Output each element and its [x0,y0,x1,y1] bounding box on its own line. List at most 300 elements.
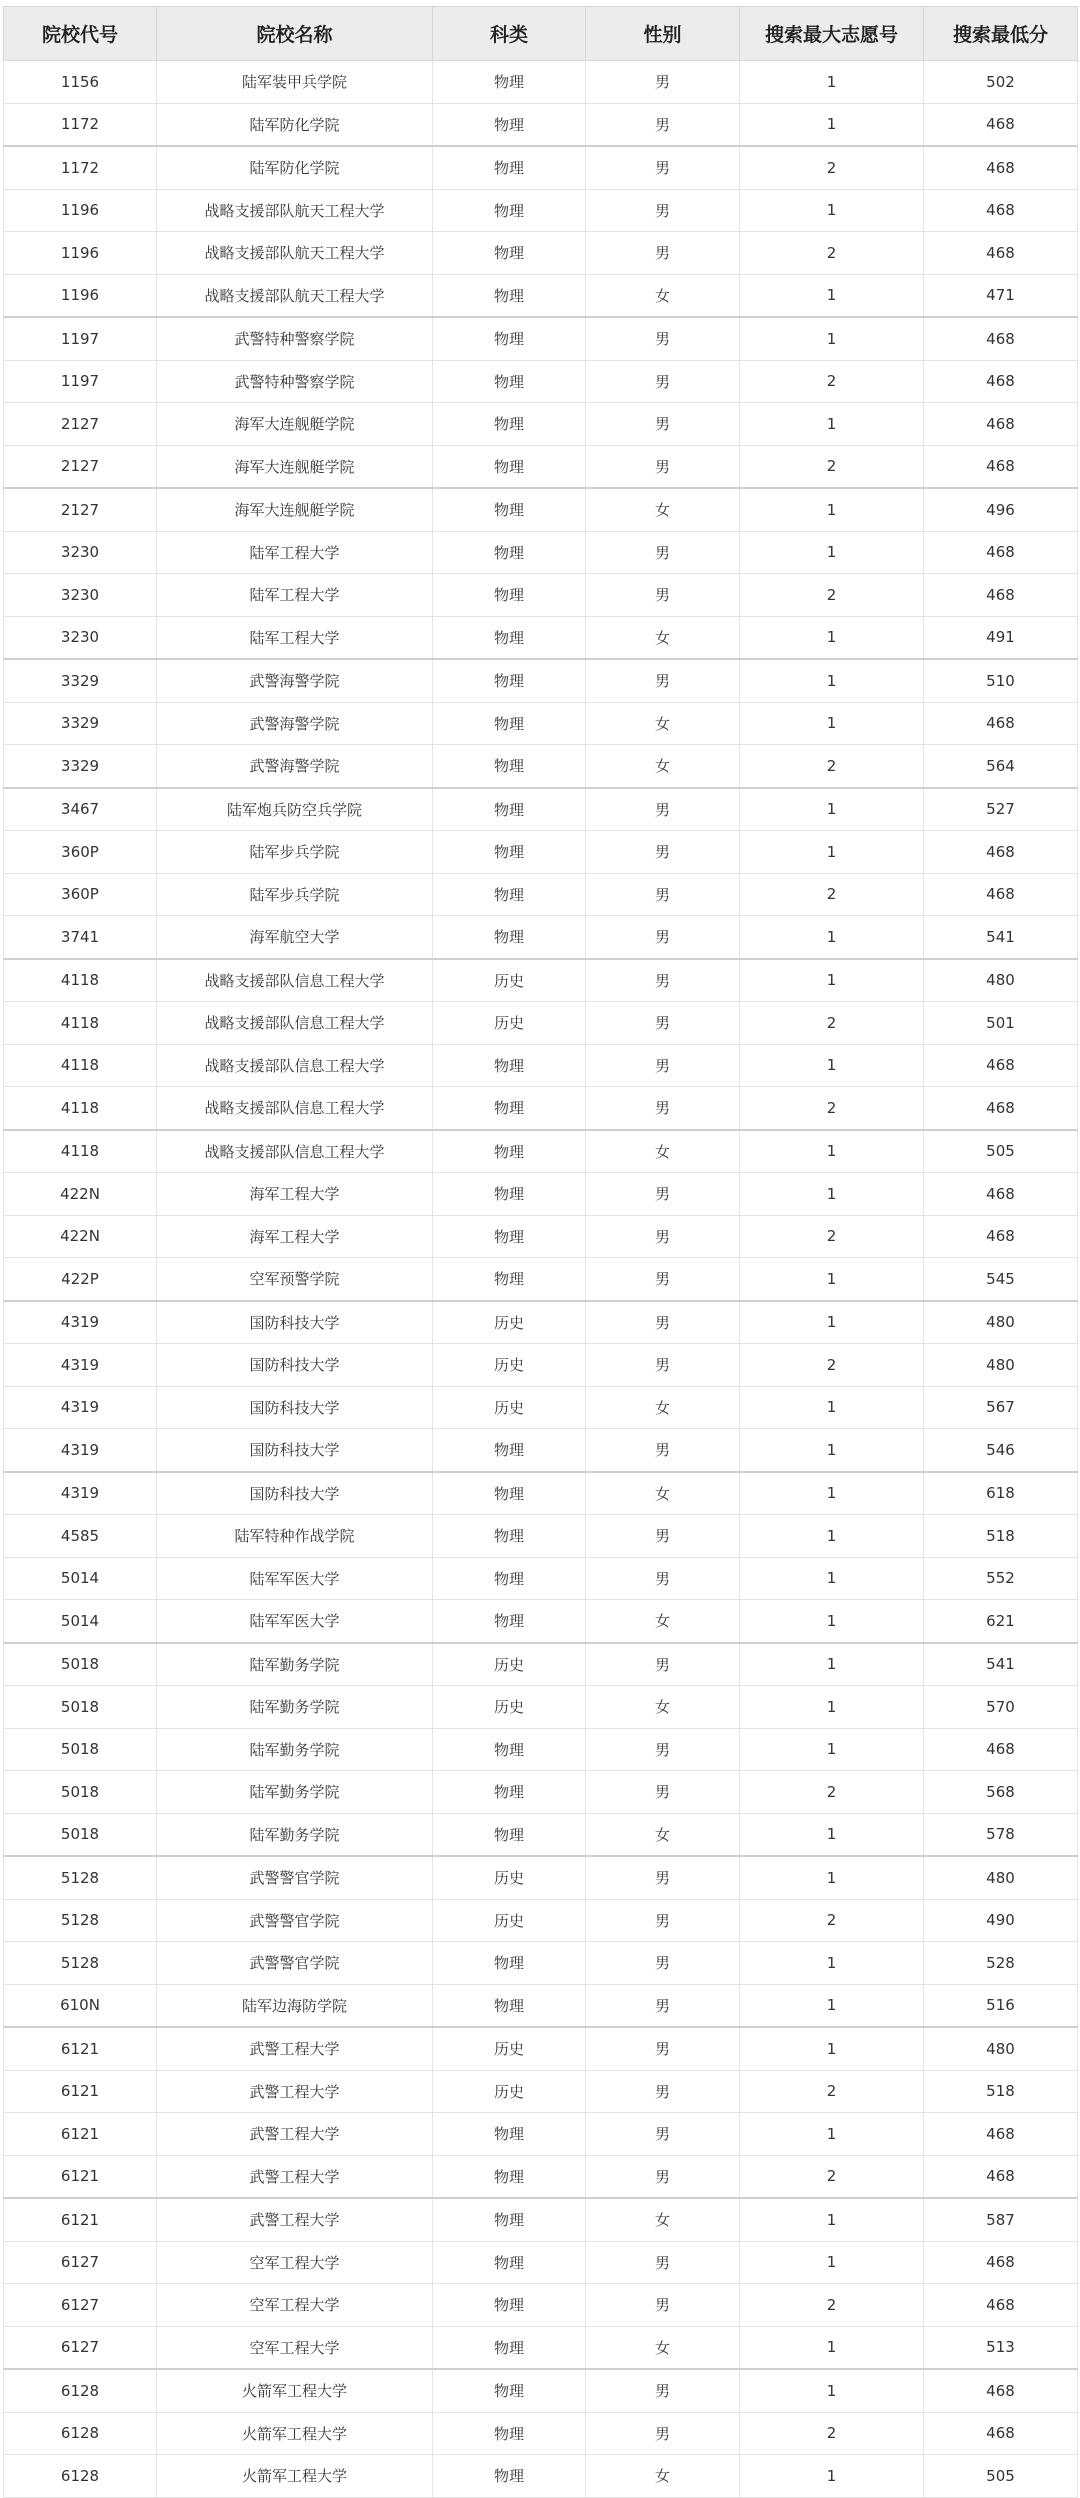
cell-school-name: 海军工程大学 [157,1215,433,1258]
cell-school-name: 陆军步兵学院 [157,873,433,916]
cell-max-preference-number: 2 [740,574,924,617]
cell-subject-category: 物理 [433,1044,586,1087]
cell-max-preference-number: 1 [740,916,924,959]
cell-min-score: 568 [924,1771,1078,1814]
cell-min-score: 468 [924,702,1078,745]
cell-subject-category: 物理 [433,873,586,916]
cell-subject-category: 物理 [433,2155,586,2198]
cell-subject-category: 物理 [433,916,586,959]
cell-subject-category: 物理 [433,2369,586,2412]
cell-subject-category: 物理 [433,360,586,403]
cell-school-name: 火箭军工程大学 [157,2369,433,2412]
cell-max-preference-number: 2 [740,1215,924,1258]
cell-subject-category: 物理 [433,189,586,232]
cell-subject-category: 历史 [433,1899,586,1942]
cell-subject-category: 物理 [433,1429,586,1472]
cell-max-preference-number: 1 [740,103,924,146]
cell-min-score: 578 [924,1813,1078,1856]
cell-min-score: 468 [924,2241,1078,2284]
cell-school-code: 1172 [4,146,157,189]
cell-gender: 女 [586,1472,740,1515]
cell-max-preference-number: 1 [740,2455,924,2498]
cell-school-name: 陆军勤务学院 [157,1728,433,1771]
table-row [4,531,1078,574]
table-body [4,61,1078,2498]
cell-school-code: 360P [4,831,157,874]
cell-school-code: 5128 [4,1899,157,1942]
cell-gender: 男 [586,189,740,232]
table-row [4,1942,1078,1985]
table-row [4,959,1078,1002]
cell-school-name: 武警工程大学 [157,2198,433,2241]
cell-gender: 男 [586,103,740,146]
cell-school-name: 战略支援部队航天工程大学 [157,274,433,317]
cell-school-code: 6128 [4,2412,157,2455]
cell-school-name: 陆军工程大学 [157,574,433,617]
cell-max-preference-number: 1 [740,403,924,446]
cell-min-score: 468 [924,1044,1078,1087]
cell-gender: 女 [586,1600,740,1643]
header-min-score: 搜索最低分 [924,7,1078,61]
cell-max-preference-number: 1 [740,659,924,702]
cell-school-name: 武警特种警察学院 [157,360,433,403]
cell-school-code: 5018 [4,1813,157,1856]
cell-subject-category: 物理 [433,1728,586,1771]
table-row [4,274,1078,317]
cell-max-preference-number: 1 [740,189,924,232]
cell-min-score: 468 [924,232,1078,275]
cell-school-name: 战略支援部队航天工程大学 [157,232,433,275]
cell-school-code: 2127 [4,488,157,531]
cell-max-preference-number: 1 [740,2027,924,2070]
table-row [4,2070,1078,2113]
cell-school-name: 武警警官学院 [157,1856,433,1899]
cell-school-code: 6121 [4,2070,157,2113]
cell-school-name: 火箭军工程大学 [157,2455,433,2498]
cell-gender: 男 [586,146,740,189]
cell-school-code: 6121 [4,2113,157,2156]
cell-max-preference-number: 1 [740,1984,924,2027]
table-row [4,2241,1078,2284]
table-row [4,2155,1078,2198]
cell-max-preference-number: 1 [740,2241,924,2284]
cell-min-score: 510 [924,659,1078,702]
cell-subject-category: 物理 [433,745,586,788]
cell-school-code: 4118 [4,1044,157,1087]
cell-gender: 男 [586,1429,740,1472]
cell-school-name: 陆军防化学院 [157,103,433,146]
table-row [4,317,1078,360]
cell-school-code: 5128 [4,1856,157,1899]
cell-subject-category: 物理 [433,831,586,874]
cell-subject-category: 物理 [433,2113,586,2156]
cell-max-preference-number: 1 [740,2113,924,2156]
cell-school-code: 4319 [4,1301,157,1344]
cell-school-code: 3329 [4,659,157,702]
cell-school-name: 海军大连舰艇学院 [157,403,433,446]
cell-max-preference-number: 1 [740,1600,924,1643]
cell-gender: 男 [586,403,740,446]
cell-gender: 女 [586,1813,740,1856]
cell-gender: 女 [586,1130,740,1173]
cell-min-score: 621 [924,1600,1078,1643]
cell-school-code: 3230 [4,531,157,574]
cell-school-code: 1197 [4,317,157,360]
cell-min-score: 480 [924,959,1078,1002]
table-row [4,445,1078,488]
cell-subject-category: 历史 [433,959,586,1002]
cell-min-score: 468 [924,2113,1078,2156]
cell-min-score: 505 [924,1130,1078,1173]
cell-school-code: 4319 [4,1386,157,1429]
cell-gender: 女 [586,1686,740,1729]
table-row [4,1813,1078,1856]
cell-gender: 女 [586,1386,740,1429]
cell-school-code: 610N [4,1984,157,2027]
cell-subject-category: 物理 [433,103,586,146]
cell-max-preference-number: 2 [740,445,924,488]
cell-gender: 男 [586,1173,740,1216]
cell-subject-category: 物理 [433,1942,586,1985]
table-header [4,7,1078,61]
cell-school-code: 6128 [4,2369,157,2412]
header-row [4,7,1078,61]
cell-gender: 男 [586,1899,740,1942]
cell-school-code: 6128 [4,2455,157,2498]
cell-school-name: 陆军边海防学院 [157,1984,433,2027]
cell-subject-category: 物理 [433,616,586,659]
table-row [4,2369,1078,2412]
cell-gender: 男 [586,574,740,617]
cell-gender: 男 [586,916,740,959]
cell-subject-category: 物理 [433,1215,586,1258]
cell-school-code: 3230 [4,574,157,617]
cell-school-code: 2127 [4,445,157,488]
cell-max-preference-number: 1 [740,1472,924,1515]
cell-school-name: 战略支援部队航天工程大学 [157,189,433,232]
header-subject-category: 科类 [433,7,586,61]
table-row [4,1984,1078,2027]
table-row [4,61,1078,104]
cell-school-code: 2127 [4,403,157,446]
cell-subject-category: 物理 [433,574,586,617]
table-row [4,1728,1078,1771]
table-row [4,659,1078,702]
cell-max-preference-number: 2 [740,1002,924,1045]
cell-school-name: 海军大连舰艇学院 [157,488,433,531]
cell-school-code: 1196 [4,274,157,317]
cell-school-name: 空军工程大学 [157,2241,433,2284]
cell-subject-category: 历史 [433,1386,586,1429]
cell-min-score: 468 [924,2369,1078,2412]
cell-min-score: 468 [924,403,1078,446]
cell-school-code: 3741 [4,916,157,959]
cell-gender: 女 [586,616,740,659]
cell-max-preference-number: 2 [740,2070,924,2113]
cell-max-preference-number: 1 [740,61,924,104]
table-row [4,702,1078,745]
cell-subject-category: 物理 [433,1258,586,1301]
cell-gender: 女 [586,2326,740,2369]
cell-school-code: 4585 [4,1515,157,1558]
cell-school-code: 5018 [4,1771,157,1814]
cell-gender: 男 [586,959,740,1002]
cell-max-preference-number: 1 [740,1728,924,1771]
table-row [4,2113,1078,2156]
cell-max-preference-number: 2 [740,232,924,275]
table-row [4,1429,1078,1472]
cell-min-score: 567 [924,1386,1078,1429]
cell-school-name: 武警工程大学 [157,2155,433,2198]
cell-max-preference-number: 1 [740,1173,924,1216]
cell-school-name: 陆军勤务学院 [157,1813,433,1856]
cell-min-score: 618 [924,1472,1078,1515]
header-school-name: 院校名称 [157,7,433,61]
table-row [4,1344,1078,1387]
cell-subject-category: 物理 [433,403,586,446]
cell-gender: 男 [586,873,740,916]
cell-school-code: 6127 [4,2241,157,2284]
cell-min-score: 468 [924,189,1078,232]
cell-school-name: 陆军勤务学院 [157,1643,433,1686]
table-row [4,232,1078,275]
cell-max-preference-number: 2 [740,2284,924,2327]
cell-school-name: 武警工程大学 [157,2027,433,2070]
cell-school-name: 战略支援部队信息工程大学 [157,1044,433,1087]
cell-gender: 男 [586,1301,740,1344]
cell-school-code: 3329 [4,745,157,788]
header-max-preference-number: 搜索最大志愿号 [740,7,924,61]
cell-max-preference-number: 1 [740,959,924,1002]
cell-min-score: 468 [924,2284,1078,2327]
cell-gender: 男 [586,1087,740,1130]
cell-school-code: 4319 [4,1472,157,1515]
table-row [4,916,1078,959]
table-row [4,1899,1078,1942]
table-row [4,1002,1078,1045]
cell-subject-category: 物理 [433,1472,586,1515]
cell-min-score: 518 [924,1515,1078,1558]
cell-school-name: 武警海警学院 [157,659,433,702]
cell-subject-category: 物理 [433,1173,586,1216]
cell-school-name: 海军大连舰艇学院 [157,445,433,488]
cell-subject-category: 物理 [433,1813,586,1856]
cell-subject-category: 历史 [433,2027,586,2070]
cell-school-name: 海军工程大学 [157,1173,433,1216]
cell-school-code: 4118 [4,1002,157,1045]
table-row [4,1856,1078,1899]
cell-subject-category: 物理 [433,2284,586,2327]
cell-school-code: 5128 [4,1942,157,1985]
cell-subject-category: 物理 [433,788,586,831]
cell-school-name: 武警工程大学 [157,2070,433,2113]
table-row [4,360,1078,403]
cell-max-preference-number: 1 [740,1643,924,1686]
cell-subject-category: 物理 [433,488,586,531]
cell-school-code: 4118 [4,1087,157,1130]
cell-gender: 男 [586,659,740,702]
cell-max-preference-number: 1 [740,1301,924,1344]
header-school-code: 院校代号 [4,7,157,61]
cell-min-score: 546 [924,1429,1078,1472]
cell-gender: 男 [586,1002,740,1045]
cell-school-code: 422N [4,1173,157,1216]
table-row [4,2027,1078,2070]
cell-subject-category: 物理 [433,1600,586,1643]
cell-school-name: 武警海警学院 [157,702,433,745]
cell-min-score: 480 [924,1344,1078,1387]
cell-min-score: 518 [924,2070,1078,2113]
cell-subject-category: 物理 [433,146,586,189]
cell-min-score: 545 [924,1258,1078,1301]
cell-max-preference-number: 2 [740,1344,924,1387]
cell-max-preference-number: 1 [740,531,924,574]
cell-min-score: 541 [924,916,1078,959]
table-row [4,1130,1078,1173]
cell-max-preference-number: 1 [740,274,924,317]
table-row [4,745,1078,788]
cell-school-code: 3467 [4,788,157,831]
cell-gender: 女 [586,488,740,531]
cell-gender: 男 [586,788,740,831]
cell-gender: 男 [586,1215,740,1258]
table-row [4,1301,1078,1344]
cell-max-preference-number: 2 [740,2412,924,2455]
cell-gender: 男 [586,2027,740,2070]
cell-school-name: 陆军步兵学院 [157,831,433,874]
cell-gender: 男 [586,1557,740,1600]
cell-school-name: 国防科技大学 [157,1386,433,1429]
cell-school-name: 陆军特种作战学院 [157,1515,433,1558]
cell-gender: 男 [586,1856,740,1899]
cell-school-code: 1172 [4,103,157,146]
cell-gender: 男 [586,1258,740,1301]
admission-score-table [3,6,1078,2498]
cell-max-preference-number: 2 [740,1899,924,1942]
cell-gender: 男 [586,1771,740,1814]
cell-min-score: 587 [924,2198,1078,2241]
cell-max-preference-number: 1 [740,2198,924,2241]
cell-subject-category: 物理 [433,1130,586,1173]
cell-subject-category: 物理 [433,445,586,488]
cell-max-preference-number: 2 [740,745,924,788]
cell-school-code: 5018 [4,1643,157,1686]
cell-max-preference-number: 1 [740,1258,924,1301]
cell-min-score: 496 [924,488,1078,531]
cell-subject-category: 物理 [433,531,586,574]
cell-subject-category: 历史 [433,2070,586,2113]
cell-school-name: 陆军军医大学 [157,1557,433,1600]
cell-min-score: 468 [924,531,1078,574]
cell-subject-category: 物理 [433,317,586,360]
cell-min-score: 468 [924,574,1078,617]
cell-max-preference-number: 1 [740,788,924,831]
cell-min-score: 505 [924,2455,1078,2498]
cell-subject-category: 物理 [433,274,586,317]
cell-max-preference-number: 2 [740,1771,924,1814]
cell-min-score: 490 [924,1899,1078,1942]
table-row [4,1215,1078,1258]
table-row [4,788,1078,831]
cell-max-preference-number: 2 [740,1087,924,1130]
cell-school-code: 3230 [4,616,157,659]
cell-school-code: 3329 [4,702,157,745]
table-row [4,574,1078,617]
table-row [4,1600,1078,1643]
cell-min-score: 468 [924,2412,1078,2455]
cell-gender: 男 [586,2284,740,2327]
cell-school-code: 4118 [4,959,157,1002]
cell-max-preference-number: 1 [740,1557,924,1600]
cell-school-name: 武警警官学院 [157,1899,433,1942]
cell-subject-category: 物理 [433,2326,586,2369]
cell-min-score: 502 [924,61,1078,104]
table-row [4,2326,1078,2369]
cell-subject-category: 物理 [433,1515,586,1558]
cell-min-score: 480 [924,1856,1078,1899]
cell-min-score: 468 [924,873,1078,916]
header-gender: 性别 [586,7,740,61]
cell-school-code: 1196 [4,232,157,275]
cell-subject-category: 物理 [433,232,586,275]
table-row [4,1472,1078,1515]
cell-gender: 男 [586,2241,740,2284]
cell-gender: 男 [586,2155,740,2198]
cell-school-code: 422P [4,1258,157,1301]
cell-min-score: 480 [924,2027,1078,2070]
table-row [4,103,1078,146]
cell-min-score: 468 [924,1215,1078,1258]
cell-school-name: 武警特种警察学院 [157,317,433,360]
cell-school-name: 国防科技大学 [157,1301,433,1344]
cell-school-code: 5014 [4,1600,157,1643]
cell-school-name: 战略支援部队信息工程大学 [157,1087,433,1130]
cell-min-score: 564 [924,745,1078,788]
cell-school-code: 4319 [4,1344,157,1387]
cell-subject-category: 物理 [433,1557,586,1600]
table-row [4,873,1078,916]
cell-max-preference-number: 1 [740,1515,924,1558]
cell-subject-category: 物理 [433,1087,586,1130]
cell-school-code: 6121 [4,2155,157,2198]
table-row [4,831,1078,874]
table-row [4,1771,1078,1814]
table-row [4,1258,1078,1301]
cell-subject-category: 物理 [433,2198,586,2241]
table-row [4,403,1078,446]
cell-school-name: 武警警官学院 [157,1942,433,1985]
cell-subject-category: 物理 [433,702,586,745]
cell-max-preference-number: 2 [740,360,924,403]
cell-school-code: 6127 [4,2284,157,2327]
cell-gender: 男 [586,232,740,275]
cell-max-preference-number: 1 [740,1386,924,1429]
cell-max-preference-number: 1 [740,317,924,360]
cell-subject-category: 物理 [433,1771,586,1814]
cell-subject-category: 物理 [433,2412,586,2455]
cell-gender: 男 [586,1643,740,1686]
cell-min-score: 468 [924,1728,1078,1771]
table-row [4,616,1078,659]
cell-school-code: 4118 [4,1130,157,1173]
cell-max-preference-number: 1 [740,1429,924,1472]
cell-school-name: 陆军军医大学 [157,1600,433,1643]
cell-school-name: 空军工程大学 [157,2326,433,2369]
cell-subject-category: 物理 [433,2241,586,2284]
cell-school-name: 战略支援部队信息工程大学 [157,959,433,1002]
cell-school-name: 陆军装甲兵学院 [157,61,433,104]
table-row [4,2412,1078,2455]
